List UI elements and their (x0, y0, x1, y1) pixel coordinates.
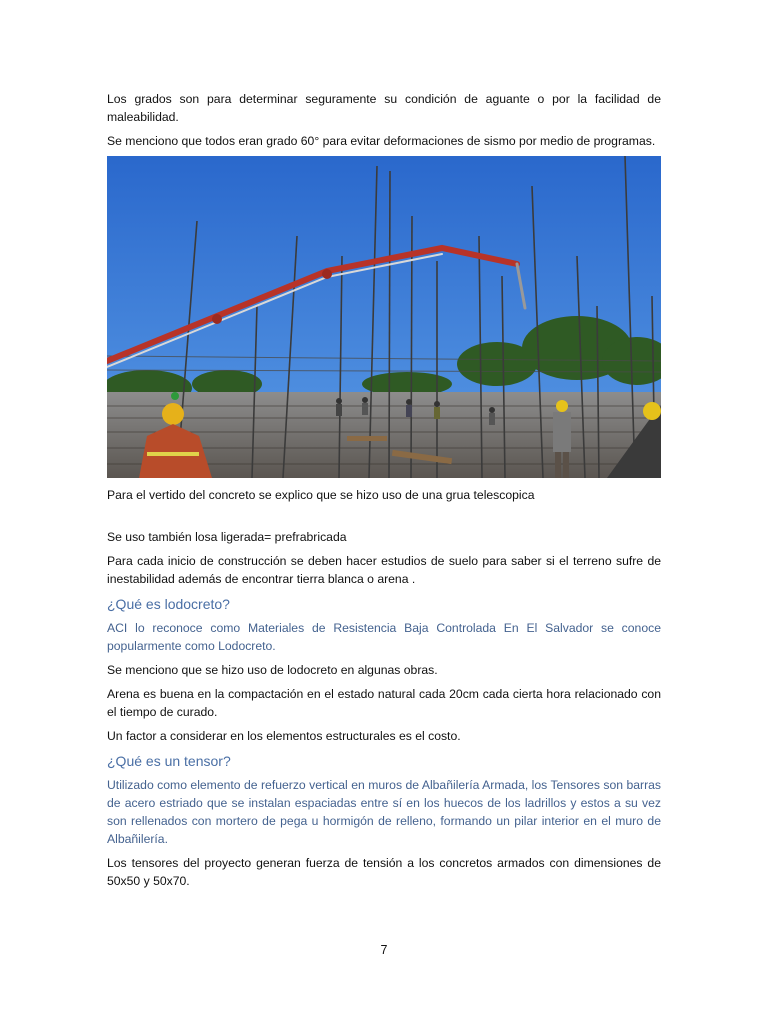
paragraph-aci-lodocreto: ACI lo reconoce como Materiales de Resistencia Baja Controlada En El Salvador se conoce popularmente como Lodocreto. (107, 621, 661, 653)
paragraph-estudios-suelo: Para cada inicio de construcción se deben hacer estudios de suelo para saber si el terreno sufre de inestabilidad además de encontrar tierra blanca o arena . (107, 554, 661, 586)
paragraph-losa: Se uso también losa ligerada= prefrabricada (107, 530, 347, 544)
heading-lodocreto: ¿Qué es lodocreto? (107, 596, 230, 612)
paragraph-grados: Los grados son para determinar seguramente su condición de aguante o por la facilidad de maleabilidad. (107, 92, 661, 124)
paragraph-grado-60: Se menciono que todos eran grado 60° para evitar deformaciones de sismo por medio de programas. (107, 134, 656, 148)
paragraph-uso-lodocreto: Se menciono que se hizo uso de lodocreto en algunas obras. (107, 663, 438, 677)
heading-tensor: ¿Qué es un tensor? (107, 753, 231, 769)
paragraph-tensor-definicion: Utilizado como elemento de refuerzo vertical en muros de Albañilería Armada, los Tensores son barras de acero estriado que se instalan espaciadas entre sí en los huecos de los ladrillos y estos a su vez son rellenados con mortero de pega u hormigón de relleno, formando un pilar interior en el muro de Albañilería. (107, 778, 661, 846)
construction-photo (107, 156, 661, 478)
photo-caption: Para el vertido del concreto se explico que se hizo uso de una grua telescopica (107, 488, 535, 502)
paragraph-arena: Arena es buena en la compactación en el estado natural cada 20cm cada cierta hora relacionado con el tiempo de curado. (107, 687, 661, 719)
paragraph-tensores-proyecto: Los tensores del proyecto generan fuerza de tensión a los concretos armados con dimensiones de 50x50 y 50x70. (107, 856, 661, 888)
document-page (107, 90, 661, 896)
paragraph-costo: Un factor a considerar en los elementos estructurales es el costo. (107, 729, 461, 743)
page-number: 7 (380, 943, 388, 957)
